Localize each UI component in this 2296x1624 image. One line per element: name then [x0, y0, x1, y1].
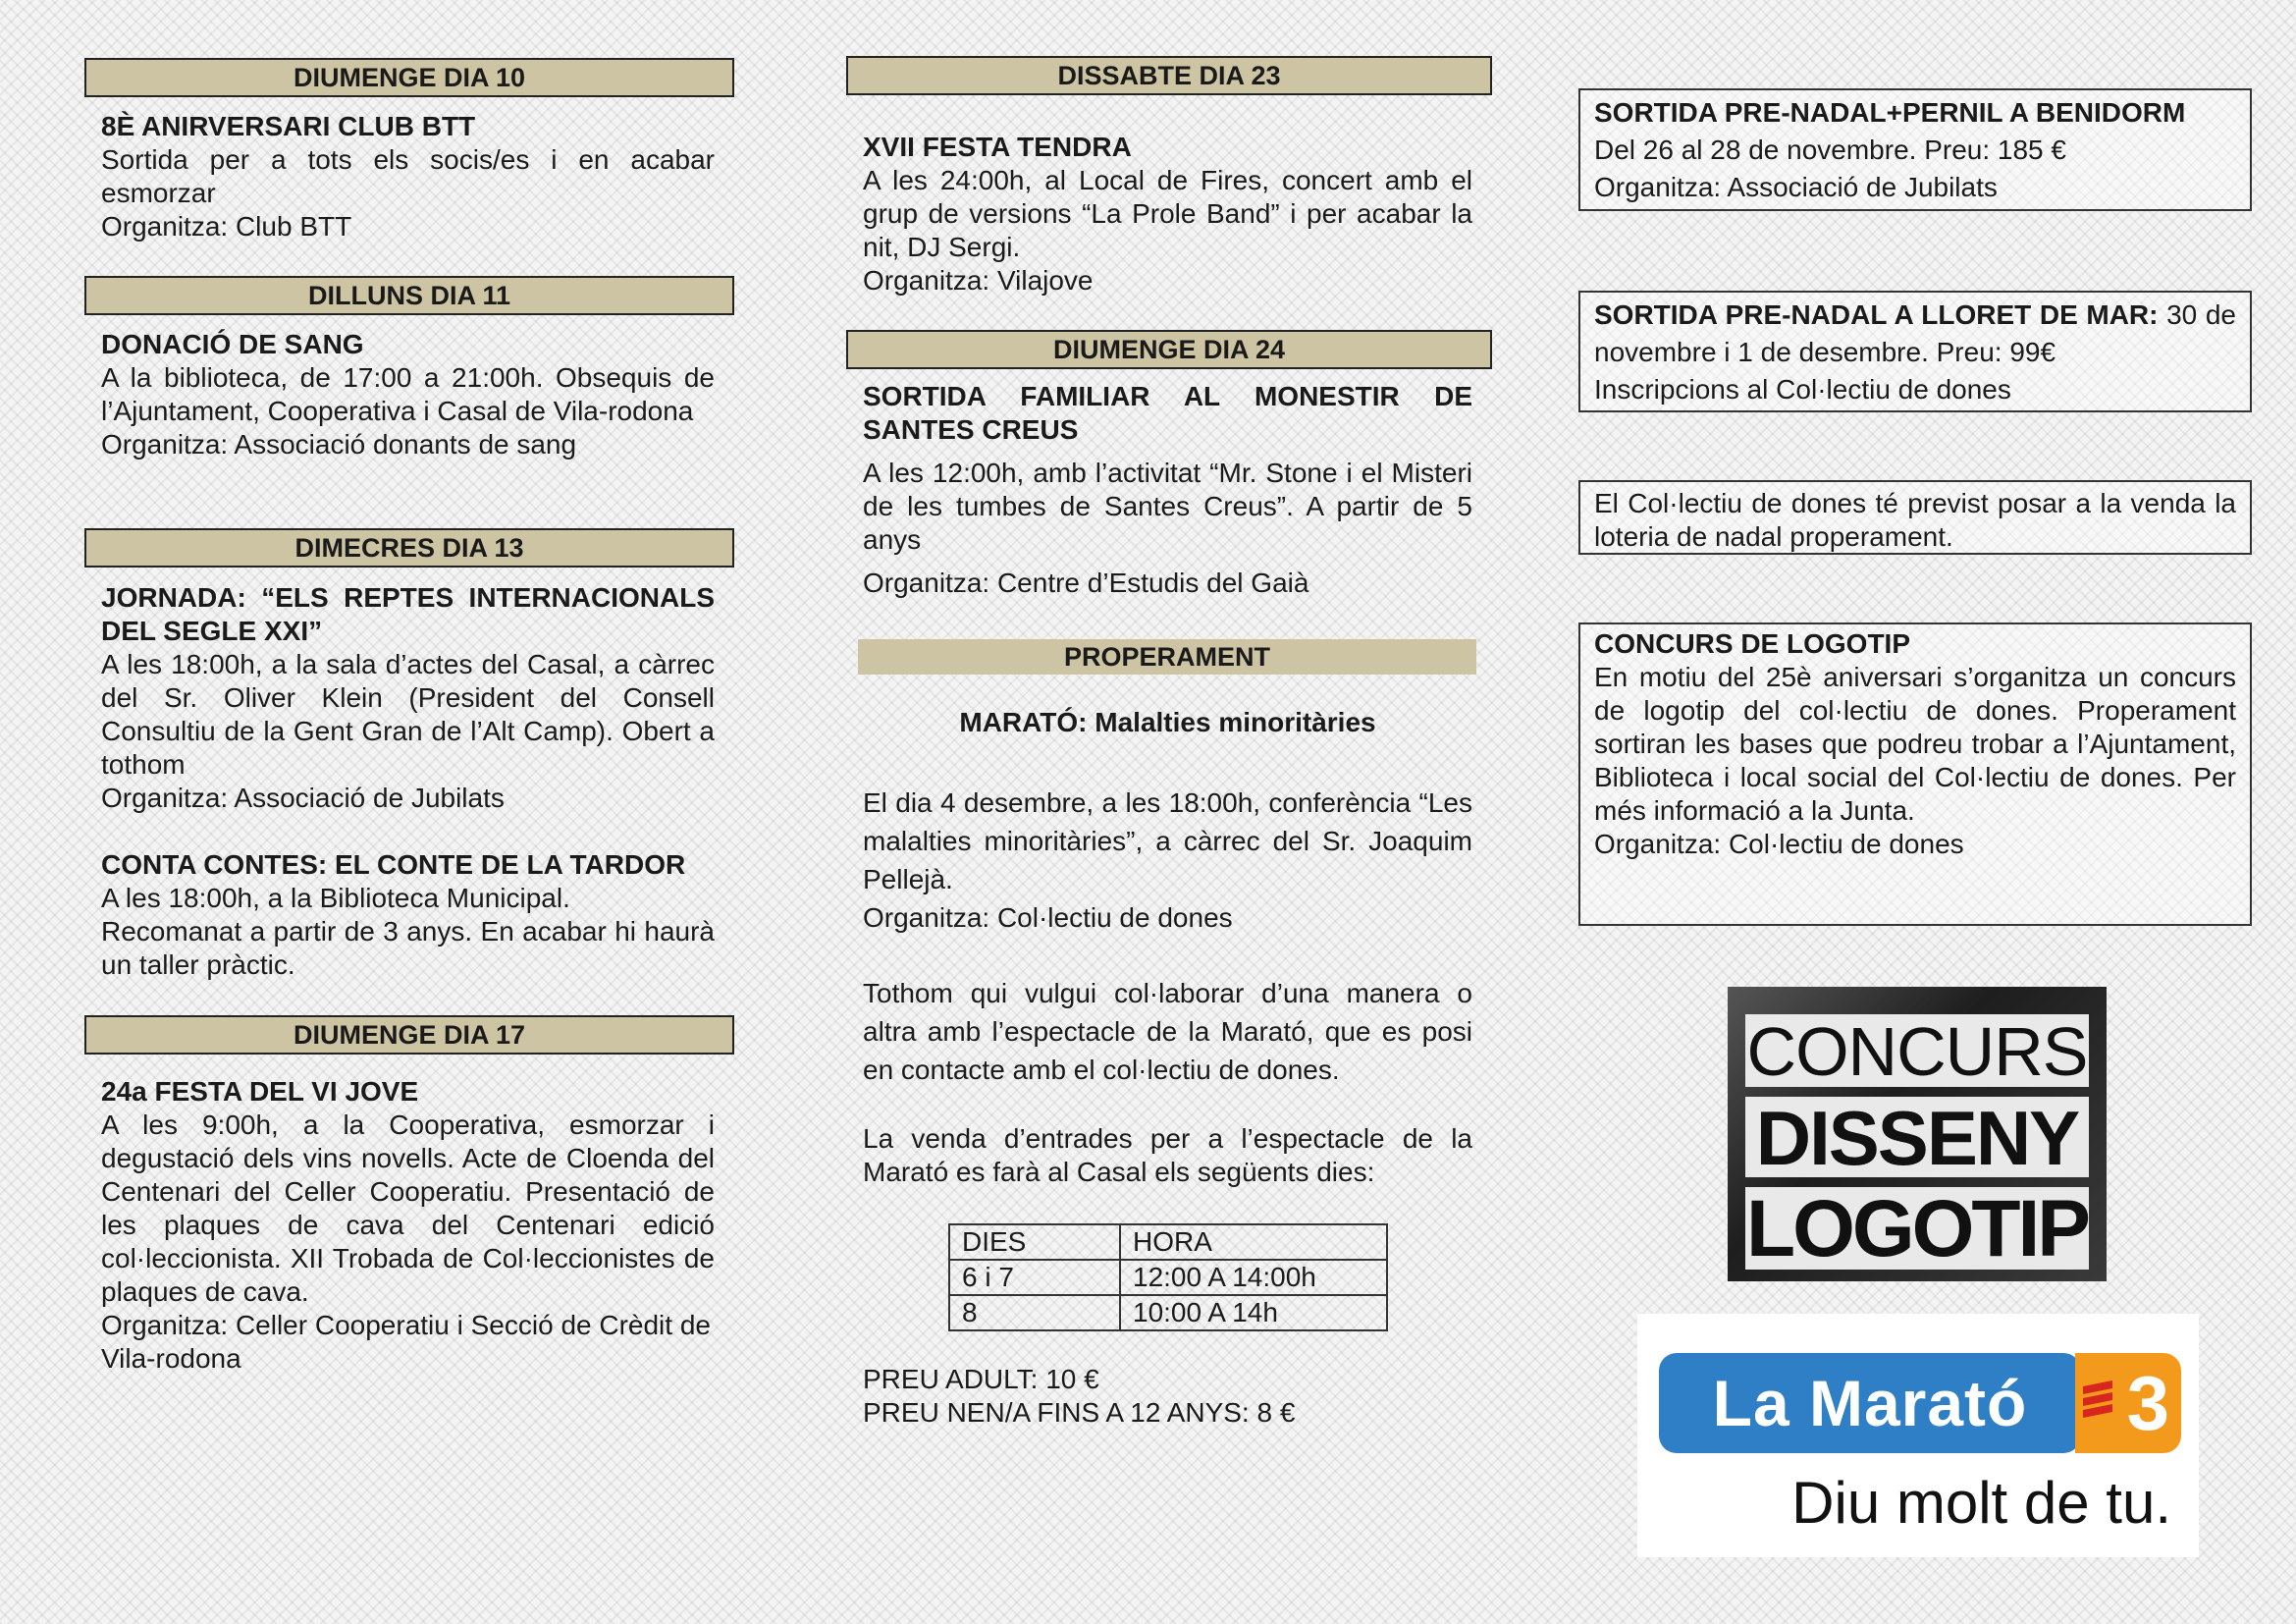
table-cell: 12:00 A 14:00h — [1120, 1260, 1387, 1295]
day-header: DIUMENGE DIA 10 — [84, 58, 734, 97]
event-block — [101, 1075, 715, 1376]
table-row — [949, 1295, 1387, 1330]
event-title: SORTIDA FAMILIAR AL MONESTIR DE SANTES CREUS — [863, 381, 1472, 445]
event-organizer: Organitza: Celler Cooperatiu i Secció de Crèdit de Vila-rodona — [101, 1310, 711, 1374]
event-block — [101, 328, 715, 461]
event-organizer: Organitza: Associació donants de sang — [101, 429, 577, 460]
event-description: A les 18:00h, a la sala d’actes del Casal, a càrrec del Sr. Oliver Klein (President del Consell Consultiu de la Gent Gran de l’Alt Camp). Obert a tothom — [101, 649, 715, 780]
info-box — [1578, 623, 2252, 926]
prices — [863, 1363, 1472, 1430]
event-organizer: Organitza: Vilajove — [863, 265, 1094, 296]
day-header: DIMECRES DIA 13 — [84, 528, 734, 568]
price-adult: PREU ADULT: 10 € — [863, 1364, 1099, 1394]
logotip-word: LOGOTIP — [1746, 1184, 2088, 1273]
box-title: SORTIDA PRE-NADAL A LLORET DE MAR: — [1594, 299, 2159, 330]
la-marato-logo — [1637, 1314, 2199, 1557]
event-title: 24a FESTA DEL VI JOVE — [101, 1076, 419, 1107]
event-title: JORNADA: “ELS REPTES INTERNACIONALS DEL SEGLE XXI” — [101, 582, 715, 646]
event-organizer: Organitza: Centre d’Estudis del Gaià — [863, 568, 1309, 598]
section-header: PROPERAMENT — [858, 639, 1476, 675]
info-box — [1578, 480, 2252, 555]
event-organizer: Organitza: Col·lectiu de dones — [863, 902, 1233, 933]
box-text: Del 26 al 28 de novembre. Preu: 185 € — [1594, 135, 2066, 165]
tv3-number: 3 — [2126, 1360, 2169, 1446]
event-description: A les 9:00h, a la Cooperativa, esmorzar i degustació dels vins novells. Acte de Cloenda del Centenari del Celler Cooperatiu. Presentació de les plaques de cava del Centenari edició col·leccionista. XII Trobada de Col·leccionistes de plaques de cava. — [101, 1110, 715, 1307]
event-title: XVII FESTA TENDRA — [863, 132, 1132, 162]
event-block — [863, 380, 1472, 600]
event-title: 8È ANIRVERSARI CLUB BTT — [101, 111, 476, 141]
box-title: CONCURS DE LOGOTIP — [1594, 628, 1911, 659]
event-organizer: Organitza: Associació de Jubilats — [101, 783, 505, 813]
event-block — [101, 110, 715, 244]
conference-text: El dia 4 desembre, a les 18:00h, conferència “Les malalties minoritàries”, a càrrec del Sr. Joaquim Pellejà. — [863, 787, 1472, 894]
event-description: A les 24:00h, al Local de Fires, concert amb el grup de versions “La Prole Band” i per acabar la nit, DJ Sergi. — [863, 165, 1472, 262]
event-description: Sortida per a tots els socis/es i en acabar esmorzar — [101, 144, 715, 208]
table-cell: 10:00 A 14h — [1120, 1295, 1387, 1330]
day-header: DIUMENGE DIA 17 — [84, 1015, 734, 1055]
box-text: El Col·lectiu de dones té previst posar a la venda la loteria de nadal properament. — [1594, 488, 2236, 552]
tv3-logo — [2075, 1353, 2181, 1453]
ticket-schedule-table — [948, 1223, 1388, 1331]
event-block — [101, 581, 715, 982]
box-text — [1594, 297, 2236, 371]
box-text: Organitza: Associació de Jubilats — [1594, 172, 1998, 202]
price-child: PREU NEN/A FINS A 12 ANYS: 8 € — [863, 1397, 1296, 1428]
event-description: A les 12:00h, amb l’activitat “Mr. Stone i el Misteri de les tumbes de Santes Creus”. A partir de 5 anys — [863, 458, 1472, 555]
marato-info — [863, 784, 1472, 1189]
table-row — [949, 1224, 1387, 1260]
day-header: DILLUNS DIA 11 — [84, 276, 734, 315]
event-description: A les 18:00h, a la Biblioteca Municipal. — [101, 883, 570, 913]
marato-title: MARATÓ: Malalties minoritàries — [959, 707, 1376, 737]
marato-tagline: Diu molt de tu. — [1791, 1470, 2171, 1536]
event-description: A la biblioteca, de 17:00 a 21:00h. Obsequis de l’Ajuntament, Cooperativa i Casal de Vila-rodona — [101, 362, 715, 426]
table-row — [949, 1260, 1387, 1295]
box-text-inline: 30 de novembre i 1 de desembre. Preu: 99€ — [1594, 299, 2236, 367]
event-description: Recomanat a partir de 3 anys. En acabar hi haurà un taller pràctic. — [101, 916, 715, 980]
collaboration-text: Tothom qui vulgui col·laborar d’una manera o altra amb l’espectacle de la Marató, que es posi en contacte amb el col·lectiu de dones. — [863, 978, 1472, 1085]
info-box — [1578, 88, 2252, 211]
concurs-logo-image — [1728, 987, 2107, 1281]
event-block — [863, 131, 1472, 298]
box-text: Organitza: Col·lectiu de dones — [1594, 829, 1964, 859]
table-cell: 8 — [949, 1295, 1120, 1330]
la-marato-brand: La Marató — [1659, 1353, 2081, 1453]
event-organizer: Organitza: Club BTT — [101, 211, 352, 242]
table-cell: 6 i 7 — [949, 1260, 1120, 1295]
box-text: En motiu del 25è aniversari s’organitza un concurs de logotip del col·lectiu de dones. Properament sortiran les bases que podreu trobar a l’Ajuntament, Biblioteca i local social del Col·lectiu de dones. Per més informació a la Junta. — [1594, 662, 2236, 826]
event-title: CONTA CONTES: EL CONTE DE LA TARDOR — [101, 849, 686, 880]
disseny-word: DISSENY — [1745, 1097, 2089, 1177]
catalan-flag-icon — [2083, 1380, 2122, 1420]
event-title: DONACIÓ DE SANG — [101, 329, 364, 359]
day-header: DIUMENGE DIA 24 — [846, 330, 1492, 369]
tickets-text: La venda d’entrades per a l’espectacle de la Marató es farà al Casal els següents dies: — [863, 1123, 1472, 1187]
table-header-cell: DIES — [949, 1224, 1120, 1260]
day-header: DISSABTE DIA 23 — [846, 56, 1492, 95]
table-header-cell: HORA — [1120, 1224, 1387, 1260]
concurs-word: CONCURS — [1746, 1013, 2088, 1090]
info-box — [1578, 291, 2252, 412]
box-text: Inscripcions al Col·lectiu de dones — [1594, 374, 2011, 405]
box-title: SORTIDA PRE-NADAL+PERNIL A BENIDORM — [1594, 97, 2186, 128]
